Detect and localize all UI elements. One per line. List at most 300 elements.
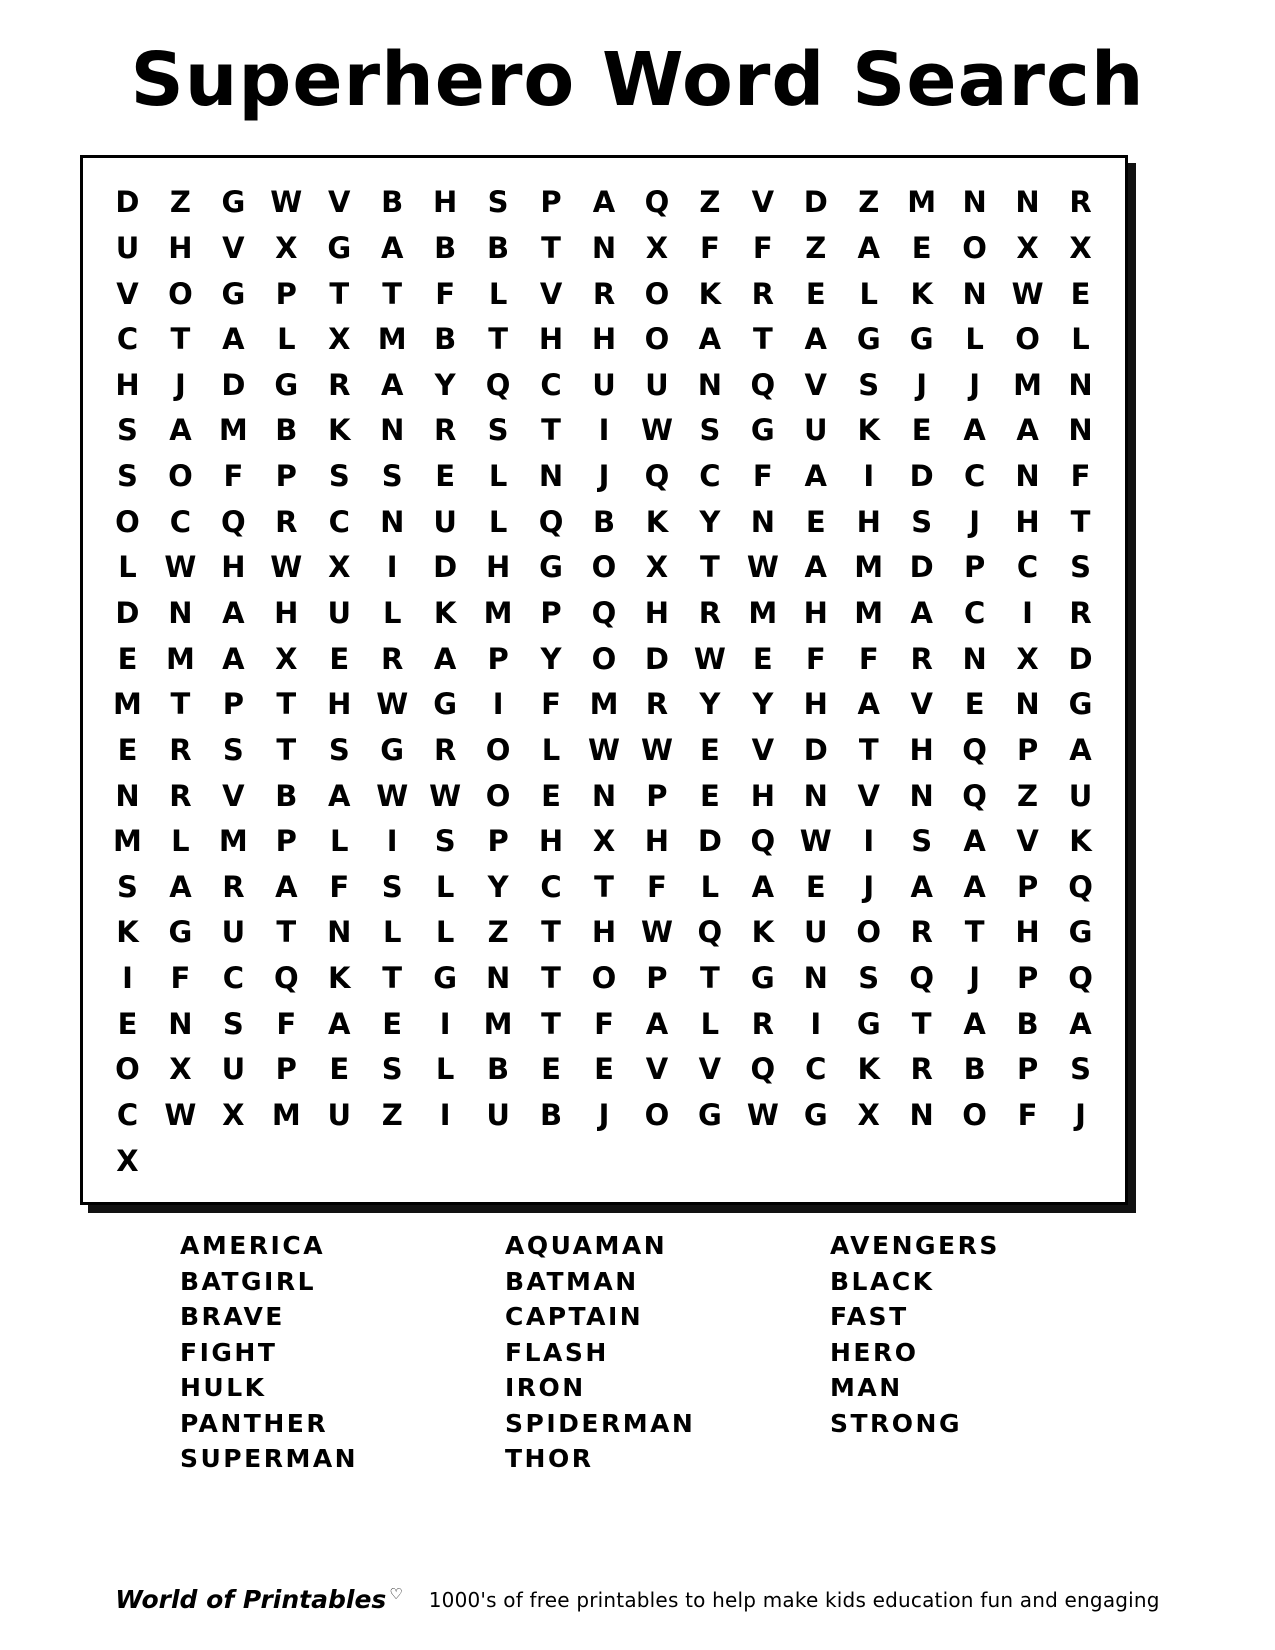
grid-cell[interactable]: R <box>751 1006 774 1041</box>
grid-cell[interactable]: P <box>540 185 562 220</box>
grid-cell[interactable]: A <box>169 869 192 904</box>
grid-cell[interactable]: L <box>700 1006 720 1041</box>
grid-cell[interactable]: F <box>858 641 879 676</box>
grid-cell[interactable]: W <box>799 824 832 859</box>
grid-cell[interactable]: O <box>591 641 617 676</box>
grid-cell[interactable]: R <box>1069 185 1092 220</box>
grid-cell[interactable]: S <box>117 869 138 904</box>
grid-cell[interactable]: W <box>587 732 620 767</box>
grid-cell[interactable]: N <box>538 459 564 494</box>
grid-cell[interactable]: F <box>699 230 720 265</box>
grid-cell[interactable]: B <box>487 230 510 265</box>
grid-cell[interactable]: T <box>541 961 561 996</box>
grid-cell[interactable]: K <box>751 915 775 950</box>
grid-cell[interactable]: E <box>805 504 826 539</box>
grid-cell[interactable]: D <box>644 641 669 676</box>
grid-cell[interactable]: S <box>381 869 403 904</box>
word-list-item[interactable]: STRONG <box>830 1408 963 1438</box>
grid-cell[interactable]: U <box>645 367 669 402</box>
grid-cell[interactable]: B <box>434 322 457 357</box>
grid-cell[interactable]: M <box>907 185 937 220</box>
grid-cell[interactable]: T <box>752 322 773 357</box>
word-list-item[interactable]: FIGHT <box>180 1337 278 1367</box>
grid-cell[interactable]: L <box>382 596 402 631</box>
grid-cell[interactable]: X <box>116 1143 139 1178</box>
grid-cell[interactable]: Q <box>273 961 299 996</box>
grid-cell[interactable]: H <box>538 322 564 357</box>
grid-cell[interactable]: S <box>328 732 350 767</box>
word-list-item[interactable]: AQUAMAN <box>505 1231 668 1260</box>
grid-cell[interactable]: B <box>275 413 298 448</box>
grid-cell[interactable]: C <box>963 459 986 494</box>
grid-cell[interactable]: N <box>115 778 140 813</box>
grid-cell[interactable]: X <box>592 824 616 859</box>
grid-cell[interactable]: N <box>1015 185 1040 220</box>
grid-cell[interactable]: O <box>168 459 193 494</box>
grid-cell[interactable]: H <box>168 230 193 265</box>
grid-cell[interactable]: M <box>1013 367 1042 402</box>
grid-cell[interactable]: L <box>435 1052 455 1087</box>
grid-cell[interactable]: M <box>483 596 513 631</box>
grid-cell[interactable]: B <box>434 230 457 265</box>
grid-cell[interactable]: X <box>1069 230 1092 265</box>
grid-cell[interactable]: N <box>750 504 775 539</box>
grid-cell[interactable]: Q <box>221 504 246 539</box>
grid-cell[interactable]: A <box>910 596 933 631</box>
grid-cell[interactable]: V <box>222 778 245 813</box>
grid-cell[interactable]: E <box>699 778 720 813</box>
grid-cell[interactable]: T <box>382 276 403 311</box>
grid-cell[interactable]: Q <box>962 732 987 767</box>
grid-cell[interactable]: H <box>485 550 511 585</box>
grid-cell[interactable]: Z <box>381 1098 403 1133</box>
grid-cell[interactable]: Z <box>699 185 721 220</box>
grid-cell[interactable]: I <box>122 961 133 996</box>
grid-cell[interactable]: E <box>594 1052 614 1087</box>
grid-cell[interactable]: L <box>1071 322 1090 357</box>
grid-cell[interactable]: W <box>640 413 673 448</box>
grid-cell[interactable]: J <box>969 961 981 996</box>
grid-cell[interactable]: E <box>752 641 773 676</box>
grid-cell[interactable]: V <box>751 732 775 767</box>
grid-cell[interactable]: A <box>804 322 827 357</box>
grid-cell[interactable]: Y <box>699 504 721 539</box>
grid-cell[interactable]: C <box>699 459 721 494</box>
grid-cell[interactable]: P <box>963 550 986 585</box>
word-list-item[interactable]: MAN <box>830 1373 903 1402</box>
grid-cell[interactable]: M <box>377 322 407 357</box>
grid-cell[interactable]: G <box>221 276 246 311</box>
grid-cell[interactable]: G <box>433 961 458 996</box>
grid-cell[interactable]: H <box>221 550 246 585</box>
grid-cell[interactable]: N <box>803 961 828 996</box>
grid-cell[interactable]: O <box>168 276 193 311</box>
grid-cell[interactable]: N <box>1068 367 1093 402</box>
grid-cell[interactable]: F <box>1017 1098 1038 1133</box>
grid-cell[interactable]: R <box>751 276 774 311</box>
grid-cell[interactable]: T <box>488 322 508 357</box>
grid-cell[interactable]: W <box>270 550 303 585</box>
grid-cell[interactable]: M <box>165 641 195 676</box>
grid-cell[interactable]: G <box>539 550 563 585</box>
grid-cell[interactable]: M <box>218 824 248 859</box>
grid-cell[interactable]: Y <box>540 641 562 676</box>
grid-cell[interactable]: O <box>856 915 882 950</box>
grid-cell[interactable]: I <box>810 1006 822 1041</box>
grid-cell[interactable]: L <box>700 869 720 904</box>
grid-cell[interactable]: A <box>963 869 986 904</box>
grid-cell[interactable]: W <box>746 1098 779 1133</box>
grid-cell[interactable]: B <box>592 504 616 539</box>
grid-cell[interactable]: M <box>218 413 248 448</box>
word-list-item[interactable]: FLASH <box>505 1337 609 1367</box>
grid-cell[interactable]: L <box>435 915 455 950</box>
grid-cell[interactable]: G <box>1068 687 1093 722</box>
grid-cell[interactable]: O <box>115 504 140 539</box>
grid-cell[interactable]: D <box>697 824 722 859</box>
grid-cell[interactable]: I <box>386 550 398 585</box>
grid-cell[interactable]: S <box>487 185 509 220</box>
grid-cell[interactable]: N <box>591 230 617 265</box>
grid-cell[interactable]: M <box>748 596 778 631</box>
grid-cell[interactable]: F <box>594 1006 614 1041</box>
grid-cell[interactable]: E <box>911 230 932 265</box>
grid-cell[interactable]: B <box>275 778 298 813</box>
grid-cell[interactable]: T <box>911 1006 932 1041</box>
grid-cell[interactable]: R <box>169 732 192 767</box>
grid-cell[interactable]: V <box>116 276 139 311</box>
grid-cell[interactable]: R <box>433 732 457 767</box>
word-list-item[interactable]: BLACK <box>830 1266 935 1296</box>
grid-cell[interactable]: X <box>328 322 351 357</box>
grid-cell[interactable]: L <box>488 504 508 539</box>
word-list-item[interactable]: SUPERMAN <box>180 1444 359 1473</box>
grid-cell[interactable]: T <box>1070 504 1091 539</box>
grid-cell[interactable]: T <box>858 732 879 767</box>
word-list-item[interactable]: HERO <box>830 1337 919 1367</box>
grid-cell[interactable]: L <box>488 459 508 494</box>
grid-cell[interactable]: Z <box>1017 778 1039 813</box>
grid-cell[interactable]: J <box>969 504 981 539</box>
grid-cell[interactable]: X <box>328 550 351 585</box>
grid-cell[interactable]: B <box>487 1052 510 1087</box>
grid-cell[interactable]: O <box>644 322 670 357</box>
grid-cell[interactable]: M <box>589 687 619 722</box>
grid-cell[interactable]: P <box>1016 1052 1039 1087</box>
grid-cell[interactable]: U <box>327 596 352 631</box>
grid-cell[interactable]: K <box>645 504 669 539</box>
grid-cell[interactable]: N <box>803 778 828 813</box>
grid-cell[interactable]: A <box>963 413 986 448</box>
grid-cell[interactable]: P <box>487 641 509 676</box>
grid-cell[interactable]: R <box>698 596 722 631</box>
grid-cell[interactable]: A <box>380 367 404 402</box>
grid-cell[interactable]: P <box>222 687 244 722</box>
grid-cell[interactable]: D <box>433 550 458 585</box>
grid-cell[interactable]: T <box>170 322 191 357</box>
grid-cell[interactable]: G <box>750 961 775 996</box>
word-list-item[interactable]: BATMAN <box>505 1266 639 1296</box>
grid-cell[interactable]: Y <box>487 869 509 904</box>
grid-cell[interactable]: A <box>751 869 775 904</box>
grid-cell[interactable]: K <box>698 276 722 311</box>
grid-cell[interactable]: U <box>221 1052 246 1087</box>
grid-cell[interactable]: N <box>962 185 987 220</box>
grid-cell[interactable]: H <box>1015 504 1040 539</box>
grid-cell[interactable]: K <box>857 413 880 448</box>
grid-cell[interactable]: A <box>380 230 404 265</box>
grid-cell[interactable]: L <box>488 276 508 311</box>
grid-cell[interactable]: W <box>270 185 303 220</box>
grid-cell[interactable]: C <box>169 504 192 539</box>
grid-cell[interactable]: S <box>434 824 456 859</box>
grid-cell[interactable]: H <box>538 824 564 859</box>
grid-cell[interactable]: P <box>487 824 509 859</box>
grid-cell[interactable]: I <box>1022 596 1033 631</box>
grid-cell[interactable]: O <box>962 1098 987 1133</box>
grid-cell[interactable]: H <box>750 778 775 813</box>
grid-cell[interactable]: X <box>1016 230 1039 265</box>
grid-cell[interactable]: F <box>752 230 773 265</box>
grid-cell[interactable]: H <box>803 687 828 722</box>
grid-cell[interactable]: L <box>382 915 402 950</box>
grid-cell[interactable]: P <box>275 276 297 311</box>
grid-cell[interactable]: E <box>435 459 456 494</box>
grid-cell[interactable]: R <box>381 641 404 676</box>
grid-cell[interactable]: X <box>1016 641 1039 676</box>
word-list-item[interactable]: IRON <box>505 1373 586 1402</box>
grid-cell[interactable]: P <box>1016 869 1039 904</box>
grid-cell[interactable]: E <box>329 1052 350 1087</box>
grid-cell[interactable]: Q <box>750 1052 776 1087</box>
grid-cell[interactable]: A <box>275 869 298 904</box>
grid-cell[interactable]: S <box>222 1006 244 1041</box>
grid-cell[interactable]: G <box>221 185 246 220</box>
grid-cell[interactable]: W <box>429 778 462 813</box>
grid-cell[interactable]: T <box>541 413 561 448</box>
grid-cell[interactable]: R <box>592 276 616 311</box>
grid-cell[interactable]: R <box>910 641 933 676</box>
grid-cell[interactable]: N <box>909 1098 934 1133</box>
grid-cell[interactable]: R <box>1069 596 1092 631</box>
grid-cell[interactable]: I <box>863 459 875 494</box>
grid-cell[interactable]: P <box>646 778 668 813</box>
grid-cell[interactable]: A <box>328 1006 351 1041</box>
grid-cell[interactable]: U <box>592 367 616 402</box>
grid-cell[interactable]: F <box>1070 459 1091 494</box>
grid-cell[interactable]: B <box>963 1052 986 1087</box>
grid-cell[interactable]: I <box>439 1098 451 1133</box>
grid-cell[interactable]: G <box>327 230 352 265</box>
grid-cell[interactable]: K <box>328 413 351 448</box>
grid-cell[interactable]: P <box>275 1052 297 1087</box>
grid-cell[interactable]: A <box>433 641 457 676</box>
grid-cell[interactable]: L <box>171 824 190 859</box>
grid-cell[interactable]: V <box>222 230 245 265</box>
grid-cell[interactable]: X <box>645 230 669 265</box>
grid-cell[interactable]: U <box>486 1098 510 1133</box>
grid-cell[interactable]: A <box>592 185 616 220</box>
grid-cell[interactable]: M <box>483 1006 513 1041</box>
grid-cell[interactable]: X <box>645 550 669 585</box>
grid-cell[interactable]: K <box>1069 824 1092 859</box>
word-list-item[interactable]: BRAVE <box>180 1302 285 1331</box>
grid-cell[interactable]: R <box>169 778 192 813</box>
grid-cell[interactable]: O <box>485 778 511 813</box>
grid-cell[interactable]: T <box>699 961 720 996</box>
grid-cell[interactable]: G <box>168 915 193 950</box>
grid-cell[interactable]: F <box>170 961 191 996</box>
grid-cell[interactable]: Q <box>1068 961 1093 996</box>
grid-cell[interactable]: S <box>1070 1052 1091 1087</box>
grid-cell[interactable]: F <box>435 276 456 311</box>
grid-cell[interactable]: H <box>803 596 828 631</box>
grid-cell[interactable]: L <box>277 322 296 357</box>
grid-cell[interactable]: N <box>1015 459 1040 494</box>
grid-cell[interactable]: R <box>433 413 457 448</box>
grid-cell[interactable]: X <box>857 1098 880 1133</box>
grid-cell[interactable]: I <box>439 1006 451 1041</box>
grid-cell[interactable]: H <box>1015 915 1040 950</box>
grid-cell[interactable]: J <box>969 367 981 402</box>
grid-cell[interactable]: G <box>274 367 299 402</box>
grid-cell[interactable]: A <box>804 459 827 494</box>
grid-cell[interactable]: C <box>222 961 244 996</box>
grid-cell[interactable]: F <box>276 1006 297 1041</box>
grid-cell[interactable]: N <box>962 641 987 676</box>
grid-cell[interactable]: W <box>693 641 726 676</box>
grid-cell[interactable]: U <box>327 1098 352 1133</box>
word-list-item[interactable]: AVENGERS <box>830 1231 1000 1260</box>
grid-cell[interactable]: K <box>857 1052 880 1087</box>
grid-cell[interactable]: L <box>330 824 349 859</box>
grid-cell[interactable]: Q <box>538 504 564 539</box>
grid-cell[interactable]: M <box>271 1098 301 1133</box>
grid-cell[interactable]: E <box>329 641 350 676</box>
grid-cell[interactable]: J <box>175 367 186 402</box>
grid-cell[interactable]: S <box>858 367 880 402</box>
grid-cell[interactable]: Z <box>805 230 827 265</box>
grid-cell[interactable]: E <box>117 641 138 676</box>
grid-cell[interactable]: G <box>1068 915 1093 950</box>
grid-cell[interactable]: G <box>433 687 458 722</box>
grid-cell[interactable]: R <box>222 869 245 904</box>
grid-cell[interactable]: A <box>222 322 245 357</box>
grid-cell[interactable]: B <box>1016 1006 1039 1041</box>
grid-cell[interactable]: M <box>854 596 884 631</box>
grid-cell[interactable]: L <box>435 869 455 904</box>
grid-cell[interactable]: Y <box>752 687 774 722</box>
grid-cell[interactable]: Q <box>962 778 987 813</box>
grid-cell[interactable]: W <box>376 778 409 813</box>
grid-cell[interactable]: W <box>1011 276 1044 311</box>
grid-cell[interactable]: R <box>328 367 351 402</box>
word-list-item[interactable]: SPIDERMAN <box>505 1408 696 1438</box>
grid-cell[interactable]: I <box>492 687 504 722</box>
grid-cell[interactable]: F <box>223 459 244 494</box>
grid-cell[interactable]: I <box>598 413 610 448</box>
grid-cell[interactable]: H <box>591 915 617 950</box>
grid-cell[interactable]: S <box>117 413 138 448</box>
grid-cell[interactable]: T <box>541 230 561 265</box>
grid-cell[interactable]: W <box>164 550 197 585</box>
grid-cell[interactable]: H <box>327 687 352 722</box>
grid-cell[interactable]: O <box>962 230 987 265</box>
grid-cell[interactable]: M <box>113 824 142 859</box>
grid-cell[interactable]: L <box>965 322 984 357</box>
grid-cell[interactable]: Q <box>591 596 617 631</box>
grid-cell[interactable]: H <box>274 596 299 631</box>
grid-cell[interactable]: V <box>804 367 827 402</box>
grid-cell[interactable]: S <box>381 1052 403 1087</box>
word-list-item[interactable]: CAPTAIN <box>505 1302 644 1331</box>
grid-cell[interactable]: O <box>115 1052 140 1087</box>
grid-cell[interactable]: C <box>116 1098 139 1133</box>
grid-cell[interactable]: V <box>645 1052 669 1087</box>
grid-cell[interactable]: L <box>859 276 878 311</box>
grid-cell[interactable]: T <box>964 915 985 950</box>
grid-cell[interactable]: V <box>910 687 933 722</box>
grid-cell[interactable]: A <box>328 778 351 813</box>
grid-cell[interactable]: H <box>909 732 934 767</box>
grid-cell[interactable]: C <box>1016 550 1039 585</box>
grid-cell[interactable]: O <box>1015 322 1040 357</box>
grid-cell[interactable]: W <box>746 550 779 585</box>
grid-cell[interactable]: T <box>541 1006 561 1041</box>
grid-cell[interactable]: D <box>803 185 828 220</box>
grid-cell[interactable]: T <box>276 732 297 767</box>
grid-cell[interactable]: S <box>117 459 138 494</box>
grid-cell[interactable]: G <box>856 1006 881 1041</box>
grid-cell[interactable]: W <box>640 915 673 950</box>
grid-cell[interactable]: F <box>541 687 561 722</box>
grid-cell[interactable]: O <box>591 961 617 996</box>
grid-cell[interactable]: V <box>328 185 351 220</box>
grid-cell[interactable]: H <box>115 367 140 402</box>
grid-cell[interactable]: A <box>1016 413 1039 448</box>
grid-cell[interactable]: A <box>963 824 986 859</box>
grid-cell[interactable]: E <box>1070 276 1091 311</box>
grid-cell[interactable]: F <box>647 869 667 904</box>
grid-cell[interactable]: W <box>376 687 409 722</box>
grid-cell[interactable]: S <box>328 459 350 494</box>
grid-cell[interactable]: A <box>857 230 880 265</box>
word-list-item[interactable]: THOR <box>505 1444 594 1473</box>
grid-cell[interactable]: A <box>857 687 880 722</box>
grid-cell[interactable]: Q <box>909 961 934 996</box>
grid-cell[interactable]: O <box>485 732 511 767</box>
grid-cell[interactable]: F <box>752 459 773 494</box>
grid-cell[interactable]: N <box>697 367 723 402</box>
grid-cell[interactable]: Z <box>487 915 509 950</box>
grid-cell[interactable]: N <box>962 276 987 311</box>
grid-cell[interactable]: H <box>591 322 617 357</box>
grid-cell[interactable]: P <box>646 961 668 996</box>
grid-cell[interactable]: D <box>115 185 140 220</box>
grid-cell[interactable]: E <box>964 687 985 722</box>
grid-cell[interactable]: A <box>910 869 933 904</box>
grid-cell[interactable]: Y <box>699 687 721 722</box>
grid-cell[interactable]: O <box>644 276 670 311</box>
grid-cell[interactable]: Q <box>485 367 511 402</box>
grid-cell[interactable]: D <box>1068 641 1093 676</box>
grid-cell[interactable]: S <box>911 824 933 859</box>
grid-cell[interactable]: C <box>805 1052 827 1087</box>
grid-cell[interactable]: K <box>910 276 933 311</box>
grid-cell[interactable]: H <box>644 824 670 859</box>
grid-cell[interactable]: A <box>222 641 245 676</box>
grid-cell[interactable]: U <box>1068 778 1093 813</box>
